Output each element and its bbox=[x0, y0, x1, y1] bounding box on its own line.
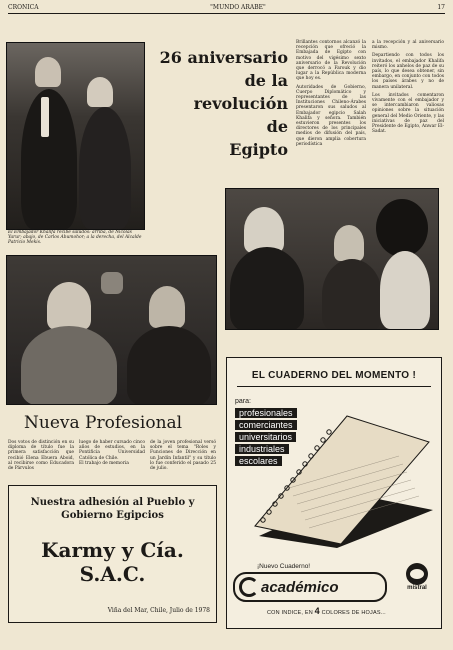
photo-ambassador-greeting-1 bbox=[6, 42, 145, 230]
egypt-col2-para1: a la recepción y al aniversario mismo. bbox=[372, 40, 444, 51]
karmy-company-1: Karmy y Cía. bbox=[41, 538, 184, 562]
footer-num: 4 bbox=[314, 606, 320, 616]
karmy-line-2: Gobierno Egipcios bbox=[61, 510, 164, 521]
cuaderno-ad bbox=[226, 357, 442, 629]
cuaderno-target-list bbox=[235, 408, 297, 468]
photo-ambassador-greeting-2 bbox=[225, 188, 439, 330]
headline-line-4: de bbox=[266, 117, 288, 136]
target-item: profesionales bbox=[235, 408, 297, 418]
egypt-article-col2 bbox=[372, 40, 444, 137]
egypt-col1-para1: Brillantes contornos alcanzó la recepción que ofreció la Embajada de Egipto con motivo del vigésimo sexto aniversario de la Revolución que derrocó a Farouk y dio lugar a la República moderna que hoy es. bbox=[296, 40, 366, 82]
photo-ambassador-greeting-3 bbox=[6, 255, 217, 405]
egypt-col1-para2: Autoridades de Gobierno, Cuerpo Diplomático y representantes de las Instituciones Chileno-Árabes presentaron sus saludos al Embajador egipcio Salah Khalifa y señora. También estuvieron presentes los directores de los principales medios de difusión del país, que dieron amplia cobertura periodística bbox=[296, 84, 366, 147]
profesional-col2: luego de haber cursado cinco años de estudios, en la Pontificia Universidad Católica de Chile. El trabajo de memoria bbox=[79, 440, 145, 466]
academico-c-icon bbox=[239, 577, 259, 597]
karmy-ad bbox=[8, 485, 217, 623]
cuaderno-slogan: ¡Nuevo Cuaderno! bbox=[257, 563, 311, 570]
photo1-caption: El Embajador Khalifa recibe saludos: arriba, de Nicolás Yarur; abajo, de Carlos Abumohor; a la derecha, del Alcalde Patricio Mekis. bbox=[8, 230, 142, 245]
title-underline bbox=[237, 386, 431, 387]
target-item: comerciantes bbox=[235, 420, 297, 430]
profesional-col1: Dos votos de distinción en su diploma de título fue la primera satisfacción que recibió Elena Ebuera Aboid, al recibirse como Educadora de Párvulos bbox=[8, 440, 74, 472]
profesional-title: Nueva Profesional bbox=[24, 413, 183, 433]
cuaderno-footer bbox=[267, 606, 386, 616]
egypt-article-col1 bbox=[296, 40, 366, 150]
section-name: CRONICA bbox=[8, 4, 39, 11]
mistral-name: mistral bbox=[407, 585, 427, 591]
mistral-logo bbox=[403, 563, 431, 591]
mistral-face-icon bbox=[406, 563, 428, 585]
page-header bbox=[8, 2, 445, 13]
karmy-line-1: Nuestra adhesión al Pueblo y bbox=[30, 497, 195, 508]
headline-line-1: 26 aniversario bbox=[159, 48, 288, 67]
target-item: industriales bbox=[235, 444, 289, 454]
cuaderno-para-label: para: bbox=[235, 398, 251, 405]
target-item: universitarios bbox=[235, 432, 296, 442]
page-number: 17 bbox=[437, 4, 445, 11]
profesional-col3: de la joven profesional versó sobre el tema "Roles y Funciones de Dirección en un Jardín Infantil" y su título lo fue conferido el pasado 25 de julio. bbox=[150, 440, 216, 472]
cuaderno-title: EL CUADERNO DEL MOMENTO ! bbox=[251, 370, 417, 381]
header-divider bbox=[8, 13, 445, 14]
academico-brand: académico bbox=[261, 578, 339, 596]
egypt-col2-para3: Los invitados comentaron vivamente con el embajador y se intercambiaron valiosas opiniones sobre la situación general del Medio Oriente, y las iniciativas de paz del Presidente de Egipto, Anwar El-Sadat. bbox=[372, 92, 444, 135]
headline-line-3: revolución bbox=[193, 94, 288, 113]
footer-pre: CON INDICE, EN bbox=[267, 610, 313, 616]
academico-logo bbox=[233, 572, 387, 602]
egypt-headline bbox=[150, 46, 288, 161]
target-item: escolares bbox=[235, 456, 282, 466]
publication-name: "MUNDO ARABE" bbox=[210, 4, 266, 11]
headline-line-2: de la bbox=[244, 71, 288, 90]
karmy-company-2: S.A.C. bbox=[79, 562, 146, 586]
headline-line-5: Egipto bbox=[229, 140, 288, 159]
karmy-place-date: Viña del Mar, Chile, Julio de 1978 bbox=[107, 607, 210, 614]
egypt-col2-para2: Departiendo con todos los invitados, el embajador Khalifa reiteró los anhelos de paz de su país, lo que desea obtener, sin embargo, en conjunto con todos los países árabes y no de manera unilateral. bbox=[372, 53, 444, 90]
footer-post: COLORES DE HOJAS... bbox=[321, 610, 386, 616]
